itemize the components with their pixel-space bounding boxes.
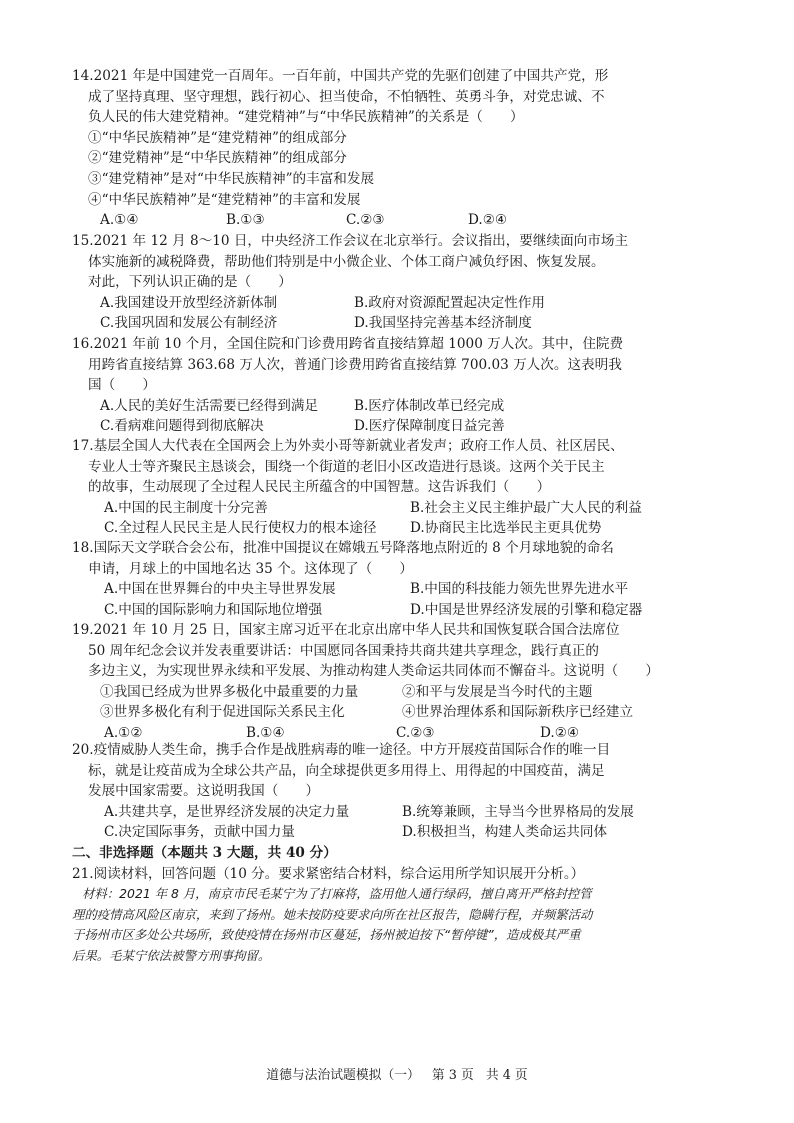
question-15-stem-line: 对此，下列认识正确的是（ ） (88, 274, 292, 291)
section-2-heading: 二、非选择题（本题共 3 大题，共 40 分） (72, 845, 337, 861)
question-15 (72, 231, 692, 334)
question-19-statements-row1 (72, 682, 692, 703)
material-line: 于扬州市区多处公共场所，致使疫情在扬州市区蔓延，扬州被迫按下“暂停键”，造成极其严重 (72, 927, 581, 943)
page-footer (0, 1064, 794, 1083)
option-b: B.统筹兼顾，主导当今世界格局的发展 (402, 803, 634, 820)
option-a: A.①④ (100, 212, 139, 229)
statement-3: ③世界多极化有利于促进国际关系民主化 (100, 704, 345, 721)
statement-4: ④世界治理体系和国际新秩序已经建立 (402, 704, 634, 721)
question-16-stem-line: 16.2021 年前 10 个月，全国住院和门诊费用跨省直接结算超 1000 万人次。其中，住院费 (72, 336, 624, 352)
option-a: A.我国建设开放型经济新体制 (100, 294, 278, 311)
question-19-stem-line: 19.2021 年 10 月 25 日，国家主席习近平在北京出席中华人民共和国恢复联合国合法席位 (72, 622, 620, 638)
option-c: C.看病难问题得到彻底解决 (100, 418, 264, 435)
option-c: C.②③ (346, 212, 385, 229)
question-14-statement: ③“建党精神”是对“中华民族精神”的丰富和发展 (88, 170, 375, 187)
question-20-options-row1 (72, 802, 692, 823)
section-2 (72, 843, 692, 967)
option-b: B.社会主义民主维护最广大人民的利益 (410, 499, 642, 516)
question-18-stem-line: 申请，月球上的中国地名达 35 个。这体现了（ ） (88, 560, 414, 577)
question-19 (72, 620, 692, 744)
option-d: D.我国坚持完善基本经济制度 (354, 315, 532, 332)
option-c: C.②③ (396, 724, 435, 741)
question-17 (72, 436, 692, 539)
question-14-statement: ②“建党精神”是“中华民族精神”的组成部分 (88, 150, 347, 167)
option-d: D.中国是世界经济发展的引擎和稳定器 (410, 601, 643, 618)
footer-total-pages: 共 4 页 (485, 1068, 528, 1083)
question-16-stem-line: 国（ ） (88, 377, 156, 394)
question-17-options-row1 (72, 498, 692, 519)
question-14-statement: ①“中华民族精神”是“建党精神”的组成部分 (88, 129, 347, 146)
question-17-stem-line: 的故事，生动展现了全过程人民民主所蕴含的中国智慧。这告诉我们（ ） (88, 479, 551, 496)
option-c: C.中国的国际影响力和国际地位增强 (104, 601, 323, 618)
option-c: C.决定国际事务，贡献中国力量 (104, 824, 295, 841)
question-14-stem-line: 14.2021 年是中国建党一百周年。一百年前，中国共产党的先驱们创建了中国共产党，形 (72, 68, 609, 84)
statement-1: ①我国已经成为世界多极化中最重要的力量 (100, 683, 359, 700)
option-b: B.中国的科技能力领先世界先进水平 (410, 581, 629, 598)
option-a: A.人民的美好生活需要已经得到满足 (100, 397, 319, 414)
option-c: C.全过程人民民主是人民行使权力的根本途径 (104, 520, 377, 537)
question-15-stem-line: 15.2021 年 12 月 8～10 日，中央经济工作会议在北京举行。会议指出，要继续面向市场主 (72, 233, 629, 249)
question-14-statement: ④“中华民族精神”是“建党精神”的丰富和发展 (88, 191, 361, 208)
question-20-options-row2 (72, 822, 692, 843)
question-19-statements-row2 (72, 702, 692, 723)
question-19-stem-line: 50 周年纪念会议并发表重要讲话：中国愿同各国秉持共商共建共享理念，践行真正的 (88, 642, 599, 659)
option-d: D.②④ (468, 212, 508, 229)
question-17-stem-line: 17.基层全国人大代表在全国两会上为外卖小哥等新就业者发声；政府工作人员、社区居民、 (72, 438, 624, 454)
question-16-options-row1 (72, 396, 692, 417)
option-a: A.中国的民主制度十分完善 (104, 499, 268, 516)
question-14-stem-line: 负人民的伟大建党精神。“建党精神”与“中华民族精神”的关系是（ ） (88, 109, 524, 126)
option-d: D.协商民主比选举民主更具优势 (410, 520, 602, 537)
question-18 (72, 538, 692, 620)
question-20-stem-line: 发展中国家需要。这说明我国（ ） (88, 783, 320, 800)
option-a: A.共建共享，是世界经济发展的决定力量 (104, 803, 350, 820)
question-18-options-row1 (72, 579, 692, 600)
option-b: B.①④ (246, 724, 285, 741)
option-b: B.政府对资源配置起决定性作用 (354, 294, 546, 311)
footer-subject: 道德与法治试题模拟（一） (266, 1068, 420, 1083)
question-16-stem-line: 用跨省直接结算 363.68 万人次，普通门诊费用跨省直接结算 700.03 万人次。这表明我 (88, 356, 622, 373)
question-15-stem-line: 体实施新的减税降费，帮助他们特别是中小微企业、个体工商户减负纾困、恢复发展。 (88, 253, 605, 270)
question-16-options-row2 (72, 416, 692, 437)
footer-page-number: 第 3 页 (431, 1068, 474, 1083)
question-19-stem-line: 多边主义，为实现世界永续和平发展、为推动构建人类命运共同体而不懈奋斗。这说明（ ） (88, 663, 659, 680)
question-21-prompt: 21.阅读材料，回答问题（10 分。要求紧密结合材料，综合运用所学知识展开分析。） (72, 865, 585, 882)
option-a: A.中国在世界舞台的中央主导世界发展 (104, 581, 336, 598)
option-a: A.①② (104, 724, 143, 741)
question-20-stem-line: 标，就是让疫苗成为全球公共产品，向全球提供更多用得上、用得起的中国疫苗，满足 (88, 762, 605, 779)
material-line: 材料：2021 年 8 月，南京市民毛某宁为了打麻将，盗用他人通行绿码，擅自离开严格封控管 (82, 886, 592, 902)
question-18-stem-line: 18.国际天文学联合会公布，批准中国提议在嫦娥五号降落地点附近的 8 个月球地貌的命名 (72, 540, 614, 556)
question-17-stem-line: 专业人士等齐聚民主恳谈会，围绕一个街道的老旧小区改造进行恳谈。这两个关于民主 (88, 458, 605, 475)
material-line: 理的疫情高风险区南京，来到了扬州。她未按防疫要求向所在社区报告，隐瞒行程，并频繁活动 (72, 906, 593, 922)
option-b: B.医疗体制改革已经完成 (354, 397, 505, 414)
question-16 (72, 334, 692, 437)
question-17-options-row2 (72, 518, 692, 539)
question-15-options-row1 (72, 293, 692, 314)
option-b: B.①③ (226, 212, 265, 229)
option-d: D.医疗保障制度日益完善 (354, 418, 505, 435)
question-20 (72, 740, 692, 843)
question-14 (72, 66, 692, 231)
material-line: 后果。毛某宁依法被警方刑事拘留。 (72, 947, 271, 963)
question-14-options (72, 210, 692, 231)
option-d: D.积极担当，构建人类命运共同体 (402, 824, 608, 841)
question-15-options-row2 (72, 313, 692, 334)
question-18-options-row2 (72, 600, 692, 621)
statement-2: ②和平与发展是当今时代的主题 (402, 683, 593, 700)
question-14-stem-line: 成了坚持真理、坚守理想，践行初心、担当使命，不怕牺牲、英勇斗争，对党忠诚、不 (88, 88, 605, 105)
option-c: C.我国巩固和发展公有制经济 (100, 315, 278, 332)
question-20-stem-line: 20.疫情威胁人类生命，携手合作是战胜病毒的唯一途径。中方开展疫苗国际合作的唯一目 (72, 742, 611, 758)
option-d: D.②④ (540, 724, 580, 741)
